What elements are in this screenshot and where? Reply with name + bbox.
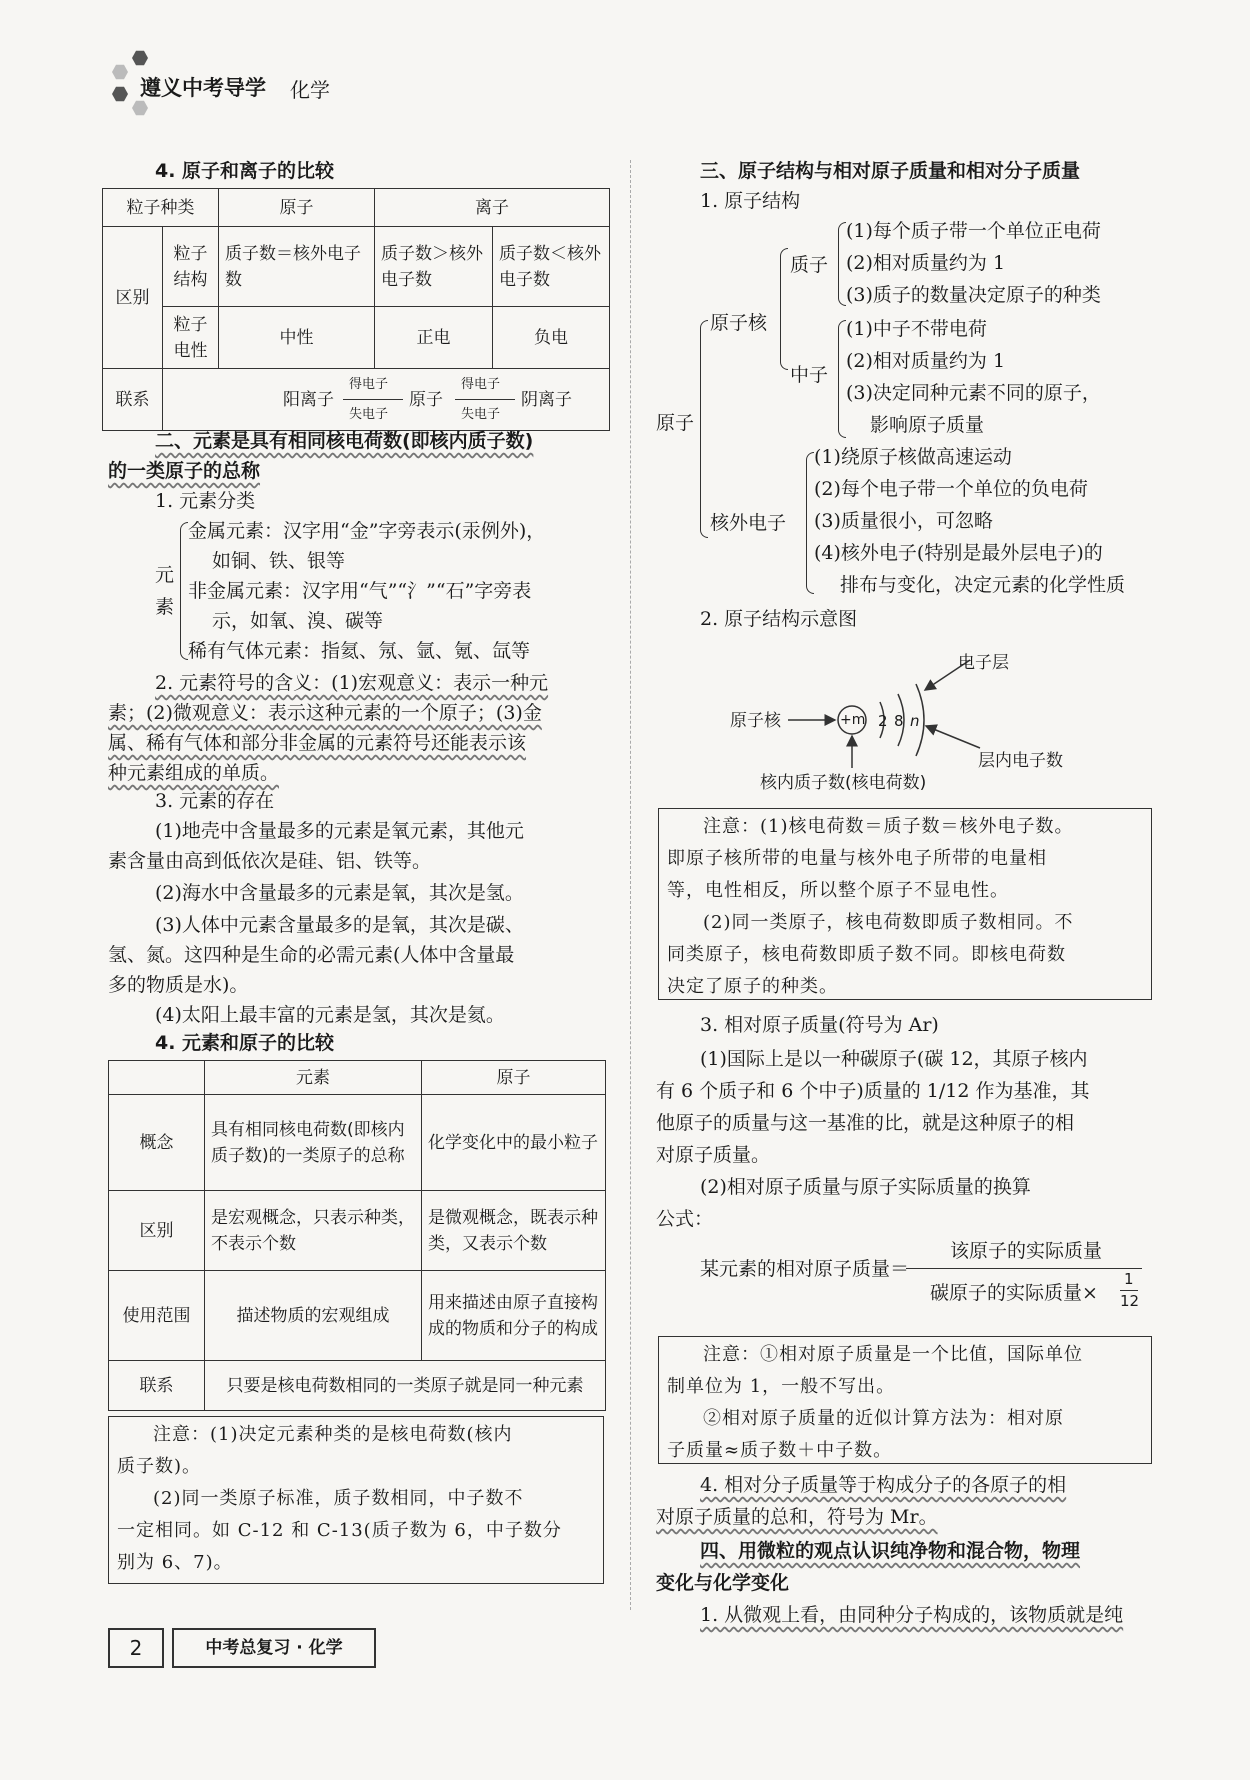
r2a: (2)相对原子质量与原子实际质量的换算 (700, 1176, 1031, 1198)
note2-a: 注意：①相对原子质量是一个比值，国际单位 (703, 1344, 1083, 1365)
formula-1: 1 (1124, 1270, 1134, 1288)
formula-small-bar (1120, 1290, 1138, 1291)
header-hex-icon (112, 86, 128, 102)
section4-title-b: 变化与化学变化 (656, 1572, 790, 1594)
note1-a: 注意：(1)核电荷数＝质子数＝核外电子数。 (703, 816, 1074, 837)
section4-title-a: 四、用微粒的观点认识纯净物和混合物，物理 (700, 1540, 1081, 1562)
electron-2: (2)每个电子带一个单位的负电荷 (814, 478, 1088, 500)
t1-cation-elec: 正电 (375, 307, 493, 369)
struct-nucleus: 原子核 (710, 312, 768, 334)
section3-title: 三、原子结构与相对原子质量和相对分子质量 (700, 160, 1081, 182)
neutron-3b: 影响原子质量 (870, 414, 985, 436)
t1-atom-elec: 中性 (219, 307, 375, 369)
electron-brace (806, 452, 814, 594)
t2-elem-diff: 是宏观概念，只表示种类，不表示个数 (205, 1191, 422, 1271)
neutron-brace (838, 320, 846, 438)
struct-electron: 核外电子 (710, 512, 787, 534)
su: 素 (155, 596, 175, 618)
right-note2-box (658, 1336, 1152, 1464)
cls2a: 非金属元素：汉字用“气”“氵”“石”字旁表 (188, 580, 532, 602)
t2-diff: 区别 (109, 1191, 205, 1271)
t2-atom-diff: 是微观概念，既表示种类，又表示个数 (422, 1191, 606, 1271)
t2-atom-usage: 用来描述由原子直接构成的物质和分子的构成 (422, 1271, 606, 1361)
t2-head-atom: 原子 (422, 1061, 606, 1095)
t2-atom-concept: 化学变化中的最小粒子 (422, 1095, 606, 1191)
p2c: 属、稀有气体和部分非金属的元素符号还能表示该 (108, 732, 527, 754)
formula-den: 碳原子的实际质量× (930, 1282, 1098, 1304)
note2-c: ②相对原子质量的近似计算方法为：相对原 (703, 1408, 1064, 1429)
t2-link: 联系 (109, 1361, 205, 1411)
neutron-3a: (3)决定同种元素不同的原子， (846, 382, 1101, 404)
t2-head-elem: 元素 (205, 1061, 422, 1095)
t1-anion: 阴离子 (521, 390, 572, 410)
electron-4a: (4)核外电子(特别是最外层电子)的 (814, 542, 1103, 564)
s3-3: 3. 相对原子质量(符号为 Ar) (700, 1014, 939, 1036)
t1-head-kind: 粒子种类 (103, 189, 219, 227)
neutron-2: (2)相对质量约为 1 (846, 350, 1006, 372)
diagram-n: n (910, 712, 920, 730)
t1-diff: 区别 (103, 227, 163, 369)
note1-d: (2)同一类原子，核电荷数即质子数相同。不 (703, 912, 1074, 933)
t1-link: 联系 (103, 369, 163, 431)
t1-head-atom: 原子 (219, 189, 375, 227)
s3-1: 1. 原子结构 (700, 190, 801, 212)
s3-4a: 4. 相对分子质量等于构成分子的各原子的相 (700, 1474, 1067, 1496)
p3: 3. 元素的存在 (155, 790, 275, 812)
yuan: 元 (155, 564, 175, 586)
page-number: 2 (108, 1628, 164, 1668)
diagram-layer: 电子层 (958, 653, 1009, 673)
t1-atom: 原子 (409, 390, 443, 410)
table1-title: 4. 原子和离子的比较 (155, 160, 335, 182)
note1-c: 等，电性相反，所以整个原子不显电性。 (667, 880, 1009, 901)
neutron-1: (1)中子不带电荷 (846, 318, 987, 340)
p3-3a: (3)人体中元素含量最多的是氧，其次是碳、 (155, 914, 524, 936)
proton-2: (2)相对质量约为 1 (846, 252, 1006, 274)
electron-3: (3)质量很小，可忽略 (814, 510, 993, 532)
left-note-box (108, 1416, 604, 1584)
t2-concept: 概念 (109, 1095, 205, 1191)
struct-neutron: 中子 (790, 364, 829, 386)
p2d: 种元素组成的单质。 (108, 762, 280, 784)
p3-3b: 氢、氮。这四种是生命的必需元素(人体中含量最 (108, 944, 515, 966)
book-title: 中考总复习 · 化学 (172, 1628, 376, 1668)
atom-brace (700, 320, 708, 538)
diagram-charge: 核内质子数(核电荷数) (760, 773, 927, 793)
section2-title-b: 的一类原子的总称 (108, 460, 261, 482)
t1-cation: 阳离子 (283, 390, 334, 410)
t1-head-ion: 离子 (375, 189, 610, 227)
t1-anion-elec: 负电 (493, 307, 610, 369)
s4-1: 1. 从微观上看，由同种分子构成的，该物质就是纯 (700, 1604, 1124, 1626)
t2-elem-usage: 描述物质的宏观组成 (205, 1271, 422, 1361)
nucleus-brace (780, 248, 788, 370)
diagram-m: +m (840, 712, 866, 728)
note1-e: 同类原子，核电荷数即质子数不同。即核电荷数 (667, 944, 1066, 965)
p3-2: (2)海水中含量最多的元素是氧，其次是氢。 (155, 882, 524, 904)
cls2b: 示，如氧、溴、碳等 (212, 610, 384, 632)
section2-title-a: 二、元素是具有相同核电荷数(即核内质子数) (155, 430, 534, 452)
p3-3c: 多的物质是水)。 (108, 974, 249, 996)
note-a: 注意：(1)决定元素种类的是核电荷数(核内 (153, 1424, 513, 1445)
note-e: 别为 6、7)。 (117, 1552, 233, 1573)
t1-elec: 粒子电性 (163, 307, 219, 369)
t1-struct: 粒子结构 (163, 227, 219, 307)
cls1a: 金属元素：汉字用“金”字旁表示(汞例外)， (188, 520, 546, 542)
element-atom-table (108, 1060, 606, 1411)
diagram-8: 8 (894, 712, 904, 730)
formula-num: 该原子的实际质量 (950, 1240, 1103, 1262)
t1-lose2: 失电子 (461, 407, 501, 422)
t1-link-cell (163, 369, 610, 431)
table2-title: 4. 元素和原子的比较 (155, 1032, 335, 1054)
t1-gain1: 得电子 (349, 377, 389, 392)
s3-4b: 对原子质量的总和，符号为 Mr。 (656, 1506, 938, 1528)
class-brace (180, 522, 188, 660)
p3-1a: (1)地壳中含量最多的元素是氧元素，其他元 (155, 820, 524, 842)
column-divider (630, 160, 631, 1610)
cls1b: 如铜、铁、银等 (212, 550, 346, 572)
t1-atom-struct: 质子数＝核外电子数 (219, 227, 375, 307)
formula-12: 12 (1120, 1292, 1140, 1310)
formula-bar (906, 1268, 1142, 1269)
t1-gain2: 得电子 (461, 377, 501, 392)
header-hex-icon (112, 64, 128, 80)
s3-2: 2. 原子结构示意图 (700, 608, 858, 630)
t2-usage: 使用范围 (109, 1271, 205, 1361)
note2-b: 制单位为 1，一般不写出。 (667, 1376, 896, 1397)
note-c: (2)同一类原子标准，质子数相同，中子数不 (153, 1488, 524, 1509)
t2-elem-concept: 具有相同核电荷数(即核内质子数)的一类原子的总称 (205, 1095, 422, 1191)
note-b: 质子数)。 (117, 1456, 202, 1477)
note1-b: 即原子核所带的电量与核外电子所带的电量相 (667, 848, 1047, 869)
s2-1: 1. 元素分类 (155, 490, 256, 512)
t1-cation-struct: 质子数＞核外电子数 (375, 227, 493, 307)
proton-3: (3)质子的数量决定原子的种类 (846, 284, 1101, 306)
note1-f: 决定了原子的种类。 (667, 976, 838, 997)
struct-atom: 原子 (656, 412, 695, 434)
r1c: 他原子的质量与这一基准的比，就是这种原子的相 (656, 1112, 1075, 1134)
header-subject: 化学 (290, 78, 330, 102)
p2a: 2. 元素符号的含义：(1)宏观意义：表示一种元 (155, 672, 549, 694)
diagram-nucleus: 原子核 (730, 711, 781, 731)
r1b: 有 6 个质子和 6 个中子)质量的 1/12 作为基准，其 (656, 1080, 1090, 1102)
note2-d: 子质量≈质子数＋中子数。 (667, 1440, 893, 1461)
formula-left: 某元素的相对原子质量＝ (700, 1258, 910, 1280)
electron-1: (1)绕原子核做高速运动 (814, 446, 1012, 468)
t1-arrow2 (455, 399, 515, 400)
cls3: 稀有气体元素：指氦、氖、氩、氪、氙等 (188, 640, 531, 662)
t1-lose1: 失电子 (349, 407, 389, 422)
struct-proton: 质子 (790, 254, 829, 276)
p2b: 素；(2)微观意义：表示这种元素的一个原子；(3)金 (108, 702, 542, 724)
r1a: (1)国际上是以一种碳原子(碳 12，其原子核内 (700, 1048, 1088, 1070)
header-title: 遵义中考导学 (140, 76, 266, 100)
atom-ion-table (102, 188, 610, 431)
p3-4: (4)太阳上最丰富的元素是氢，其次是氦。 (155, 1004, 505, 1026)
proton-brace (838, 222, 846, 306)
r2b: 公式： (656, 1208, 714, 1230)
t1-arrow1 (343, 399, 403, 400)
right-note1-box (658, 808, 1152, 1000)
header-hex-icon (132, 100, 148, 116)
electron-4b: 排布与变化，决定元素的化学性质 (840, 574, 1126, 596)
header-hex-icon (132, 50, 148, 66)
diagram-2: 2 (878, 712, 888, 730)
note-d: 一定相同。如 C-12 和 C-13(质子数为 6，中子数分 (117, 1520, 562, 1541)
p3-1b: 素含量由高到低依次是硅、铝、铁等。 (108, 850, 432, 872)
diagram-inner: 层内电子数 (978, 751, 1063, 771)
t2-link-text: 只要是核电荷数相同的一类原子就是同一种元素 (205, 1361, 606, 1411)
r1d: 对原子质量。 (656, 1144, 771, 1166)
proton-1: (1)每个质子带一个单位正电荷 (846, 220, 1101, 242)
t1-anion-struct: 质子数＜核外电子数 (493, 227, 610, 307)
